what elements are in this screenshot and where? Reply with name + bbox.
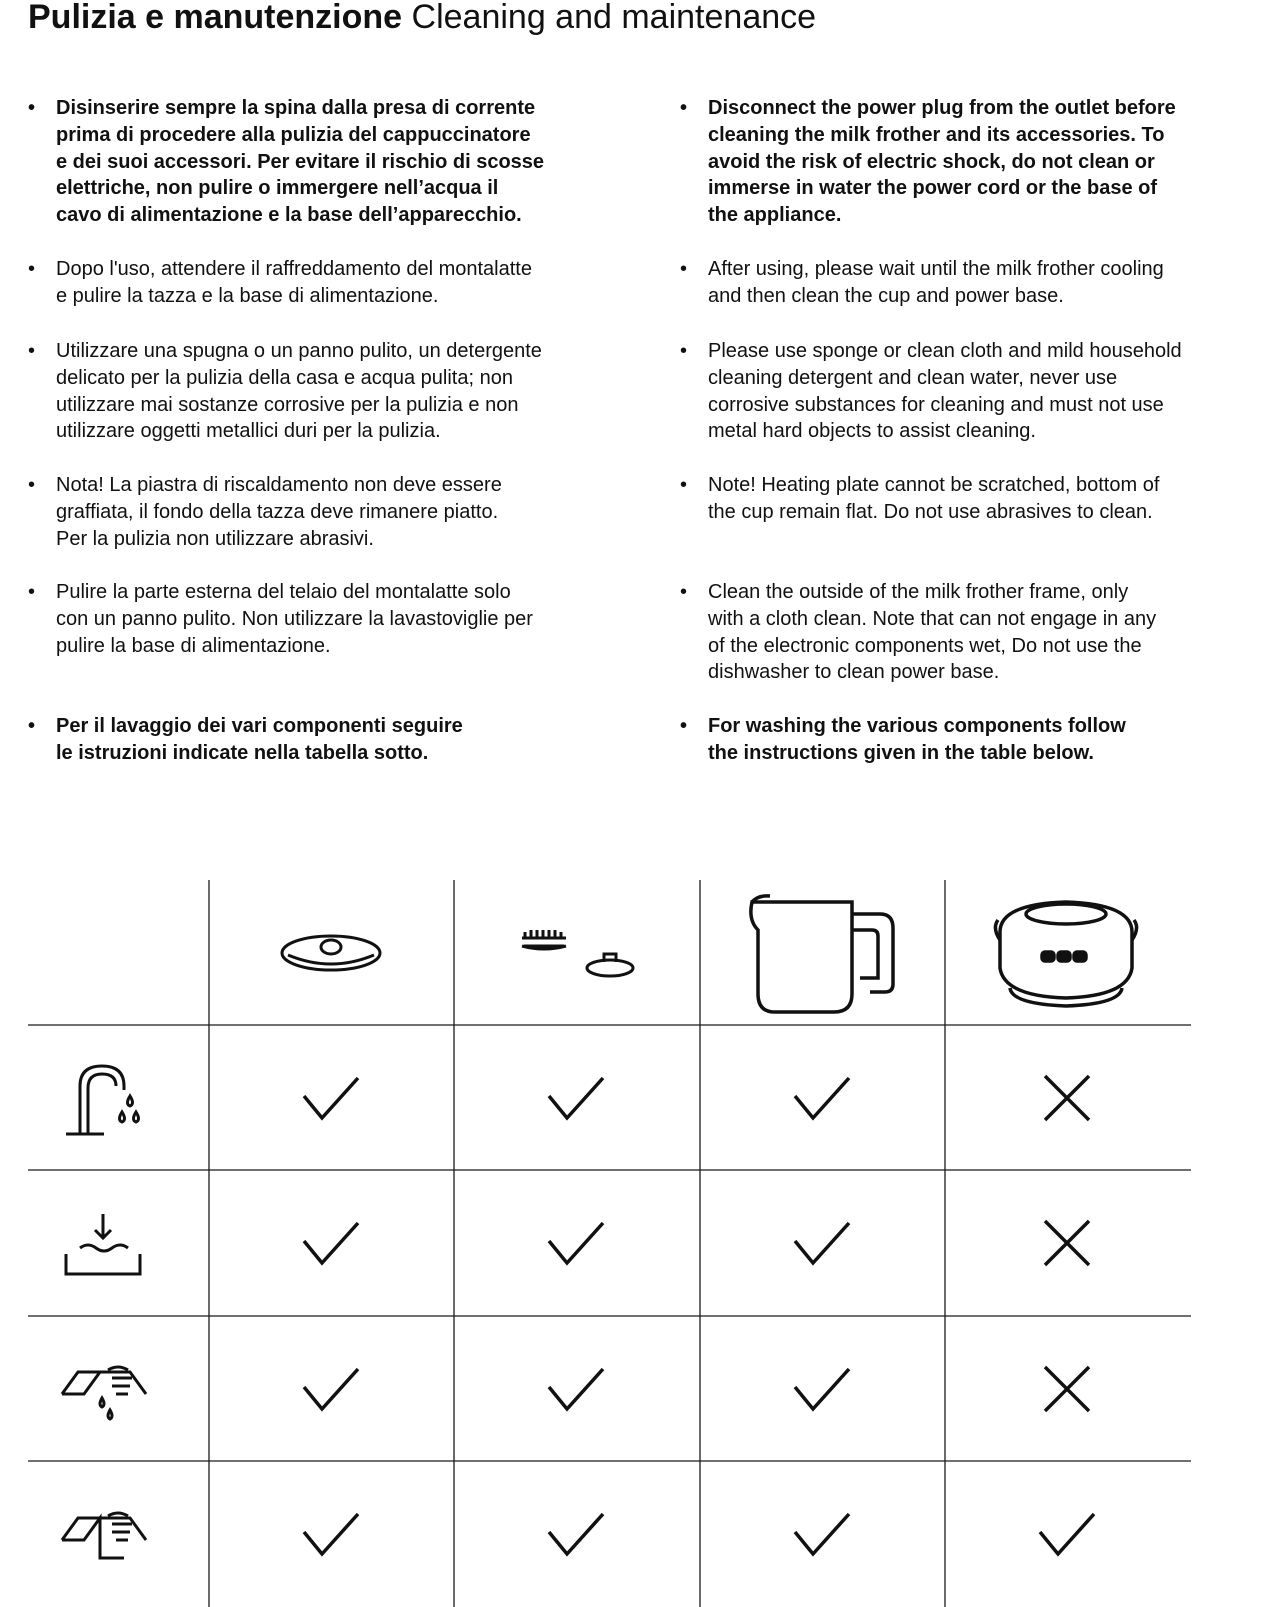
italian-instruction-text-line: utilizzare mai sostanze corrosive per la pulizia e non (56, 393, 519, 416)
italian-instruction-text-line: con un panno pulito. Non utilizzare la lavastoviglie per (56, 607, 533, 630)
bullet: • (680, 474, 688, 496)
cross-mark-icon (1045, 1367, 1089, 1411)
english-instruction-text-line: dishwasher to clean power base. (708, 661, 1000, 684)
milk-jug-icon (751, 896, 893, 1012)
italian-instruction-item (28, 579, 533, 659)
italian-instruction-item (28, 713, 463, 767)
immerse-in-water-icon (66, 1214, 140, 1274)
check-mark-icon (795, 1078, 849, 1118)
bullet: • (28, 474, 36, 496)
italian-instruction-text-line: le istruzioni indicate nella tabella sotto. (56, 741, 429, 764)
bullet: • (28, 97, 36, 119)
check-mark-icon (795, 1514, 849, 1554)
italian-instruction-text-line: pulire la base di alimentazione. (56, 634, 331, 657)
bullet: • (680, 581, 688, 603)
english-instruction-item (680, 472, 1159, 526)
faucet-rinse-icon (66, 1066, 139, 1134)
italian-instruction-text-line: Per la pulizia non utilizzare abrasivi. (56, 527, 374, 550)
bullet: • (28, 258, 36, 280)
italian-instruction-text-line: cavo di alimentazione e la base dell’apparecchio. (56, 204, 522, 227)
english-instruction-item (680, 713, 1126, 767)
english-instruction-item (680, 338, 1182, 445)
bullet: • (28, 581, 36, 603)
italian-instruction-item (28, 95, 544, 229)
italian-instruction-item (28, 472, 502, 552)
check-mark-icon (304, 1514, 358, 1554)
italian-instruction-text-line: Nota! La piastra di riscaldamento non deve essere (56, 474, 502, 496)
wipe-dry-cloth-icon (62, 1513, 146, 1558)
italian-instruction-text-line: Pulire la parte esterna del telaio del montalatte solo (56, 581, 511, 603)
check-mark-icon (549, 1369, 603, 1409)
english-instruction-item (680, 579, 1156, 686)
english-instruction-text-line: cleaning detergent and clean water, never use (708, 366, 1118, 389)
check-mark-icon (549, 1223, 603, 1263)
check-mark-icon (795, 1369, 849, 1409)
italian-instruction-text-line: Disinserire sempre la spina dalla presa di corrente (56, 97, 536, 119)
italian-instruction-text-line: Utilizzare una spugna o un panno pulito, un detergente (56, 340, 542, 362)
bullet: • (680, 258, 688, 280)
italian-instruction-text-line: e dei suoi accessori. Per evitare il rischio di scosse (56, 150, 545, 173)
english-instruction-text-line: metal hard objects to assist cleaning. (708, 420, 1036, 443)
english-instruction-text-line: immerse in water the power cord or the base of (708, 177, 1158, 200)
english-instruction-text-line: Please use sponge or clean cloth and mild household (708, 340, 1182, 362)
italian-instruction-text-line: delicato per la pulizia della casa e acqua pulita; non (56, 366, 513, 389)
table-marks (304, 1076, 1094, 1554)
cross-mark-icon (1045, 1076, 1089, 1120)
whisk-parts-icon (522, 930, 633, 976)
table-grid (28, 880, 1191, 1607)
english-instruction-text-line: corrosive substances for cleaning and must not use (708, 393, 1164, 416)
english-instruction-text-line: Note! Heating plate cannot be scratched, bottom of (708, 474, 1160, 496)
english-instruction-text-line: cleaning the milk frother and its accessories. To (708, 123, 1165, 146)
italian-instruction-text-line: graffiata, il fondo della tazza deve rimanere piatto. (56, 500, 499, 523)
bullet: • (28, 340, 36, 362)
lid-icon (282, 936, 380, 970)
bullet: • (680, 97, 688, 119)
wipe-wet-cloth-icon (62, 1367, 146, 1419)
check-mark-icon (1040, 1514, 1094, 1554)
bullet: • (680, 715, 688, 737)
check-mark-icon (795, 1223, 849, 1263)
english-instruction-text-line: Disconnect the power plug from the outlet before (708, 97, 1176, 119)
check-mark-icon (304, 1078, 358, 1118)
english-instruction-text-line: and then clean the cup and power base. (708, 284, 1064, 307)
power-base-icon (995, 902, 1136, 1006)
check-mark-icon (304, 1369, 358, 1409)
english-instruction-text-line: Clean the outside of the milk frother frame, only (708, 581, 1129, 603)
check-mark-icon (549, 1078, 603, 1118)
english-instruction-text-line: After using, please wait until the milk frother cooling (708, 258, 1164, 280)
english-instruction-text-line: avoid the risk of electric shock, do not clean or (708, 150, 1155, 173)
english-instruction-text-line: the instructions given in the table below. (708, 741, 1094, 764)
english-instruction-item (680, 95, 1176, 229)
english-instruction-item (680, 256, 1164, 310)
italian-instruction-text-line: Dopo l'uso, attendere il raffreddamento del montalatte (56, 258, 532, 280)
italian-instruction-text-line: utilizzare oggetti metallici duri per la pulizia. (56, 420, 441, 443)
bullet: • (28, 715, 36, 737)
check-mark-icon (304, 1223, 358, 1263)
italian-instruction-text-line: Per il lavaggio dei vari componenti seguire (56, 715, 463, 737)
check-mark-icon (549, 1514, 603, 1554)
english-instruction-text-line: For washing the various components follow (708, 715, 1126, 737)
title-italian: Pulizia e manutenzione (28, 0, 403, 36)
italian-instruction-item (28, 338, 542, 445)
bullet: • (680, 340, 688, 362)
page-title (28, 0, 816, 34)
italian-instruction-text-line: elettriche, non pulire o immergere nell’acqua il (56, 177, 499, 200)
italian-instruction-text-line: e pulire la tazza e la base di alimentazione. (56, 284, 439, 307)
italian-instruction-text-line: prima di procedere alla pulizia del cappuccinatore (56, 123, 531, 146)
title-english: Cleaning and maintenance (411, 0, 817, 36)
italian-instruction-item (28, 256, 532, 310)
english-instruction-text-line: the cup remain flat. Do not use abrasives to clean. (708, 500, 1153, 523)
english-instruction-text-line: of the electronic components wet, Do not use the (708, 634, 1142, 657)
english-instruction-text-line: with a cloth clean. Note that can not engage in any (708, 607, 1157, 630)
cross-mark-icon (1045, 1221, 1089, 1265)
english-instruction-text-line: the appliance. (708, 204, 842, 227)
